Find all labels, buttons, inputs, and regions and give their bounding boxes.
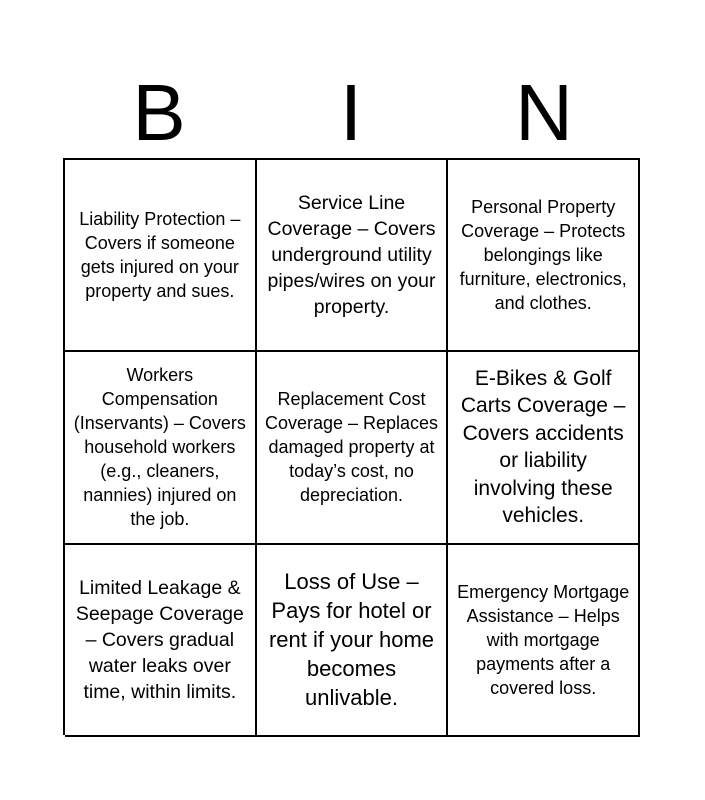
cell-text: Replacement Cost Coverage – Replaces damaged property at today’s cost, no depreciation. (264, 389, 439, 506)
cell-text: Personal Property Coverage – Protects belongings like furniture, electronics, and clothes. (459, 197, 627, 314)
cell-text: Limited Leakage & Seepage Coverage – Covers gradual water leaks over time, within limits. (75, 576, 244, 703)
bingo-cell[interactable] (257, 160, 449, 352)
bingo-cell[interactable] (448, 545, 640, 737)
grid-row (65, 545, 640, 737)
grid-row (65, 352, 640, 544)
bingo-cell[interactable] (257, 352, 449, 544)
header-letter-n: N (515, 68, 573, 157)
header-letter-b: B (132, 68, 186, 157)
cell-text: Service Line Coverage – Covers underground utility pipes/wires on your property. (267, 192, 436, 319)
cell-text: Loss of Use – Pays for hotel or rent if your home becomes unlivable. (268, 569, 435, 711)
header-letter-i: I (339, 68, 363, 157)
bingo-header (63, 68, 640, 158)
cell-text: E-Bikes & Golf Carts Coverage – Covers accidents or liability involving these vehicles. (460, 366, 626, 528)
bingo-cell[interactable] (257, 545, 449, 737)
bingo-grid (63, 158, 640, 735)
bingo-cell[interactable] (65, 545, 257, 737)
bingo-cell[interactable] (65, 160, 257, 352)
grid-row (65, 160, 640, 352)
bingo-cell[interactable] (448, 160, 640, 352)
cell-text: Emergency Mortgage Assistance – Helps with mortgage payments after a covered loss. (457, 581, 630, 698)
cell-text: Workers Compensation (Inservants) – Covers household workers (e.g., cleaners, nannies) injured on the job. (73, 365, 246, 530)
bingo-cell[interactable] (65, 352, 257, 544)
cell-text: Liability Protection – Covers if someone gets injured on your property and sues. (79, 209, 241, 302)
bingo-cell[interactable] (448, 352, 640, 544)
